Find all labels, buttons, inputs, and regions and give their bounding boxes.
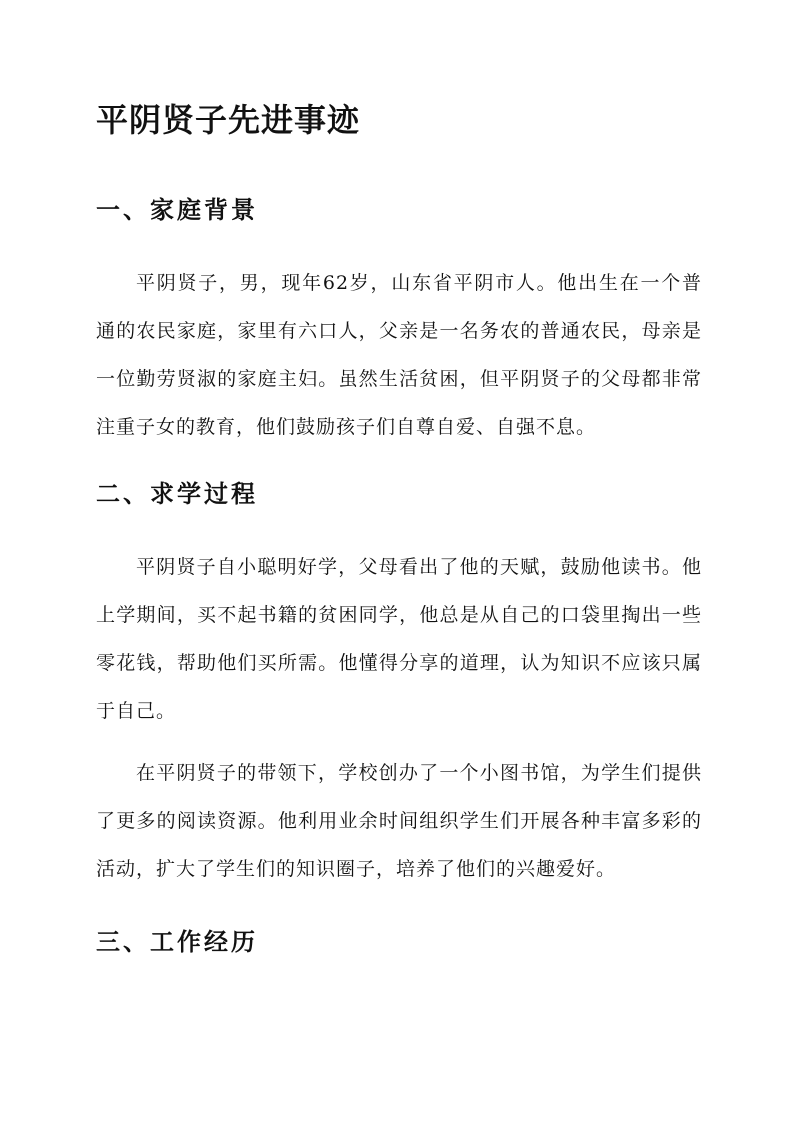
section-heading-work-experience: 三、工作经历 [96,927,258,956]
paragraph-education-2: 在平阴贤子的带领下，学校创办了一个小图书馆，为学生们提供了更多的阅读资源。他利用业余时间组织学生们开展各种丰富多彩的活动，扩大了学生们的知识圈子，培养了他们的兴趣爱好。 [96,762,702,880]
paragraph-family-background: 平阴贤子，男，现年62岁，山东省平阴市人。他出生在一个普通的农民家庭，家里有六口人，父亲是一名务农的普通农民，母亲是一位勤劳贤淑的家庭主妇。虽然生活贫困，但平阴贤子的父母都非常注重子女的教育，他们鼓励孩子们自尊自爱、自强不息。 [96,272,702,438]
document-title: 平阴贤子先进事迹 [96,101,361,139]
section-heading-family-background: 一、家庭背景 [96,195,258,224]
paragraph-education-1: 平阴贤子自小聪明好学，父母看出了他的天赋，鼓励他读书。他上学期间，买不起书籍的贫困同学，他总是从自己的口袋里掏出一些零花钱，帮助他们买所需。他懂得分享的道理，认为知识不应该只属于自己。 [96,556,702,722]
section-heading-education: 二、求学过程 [96,479,258,508]
